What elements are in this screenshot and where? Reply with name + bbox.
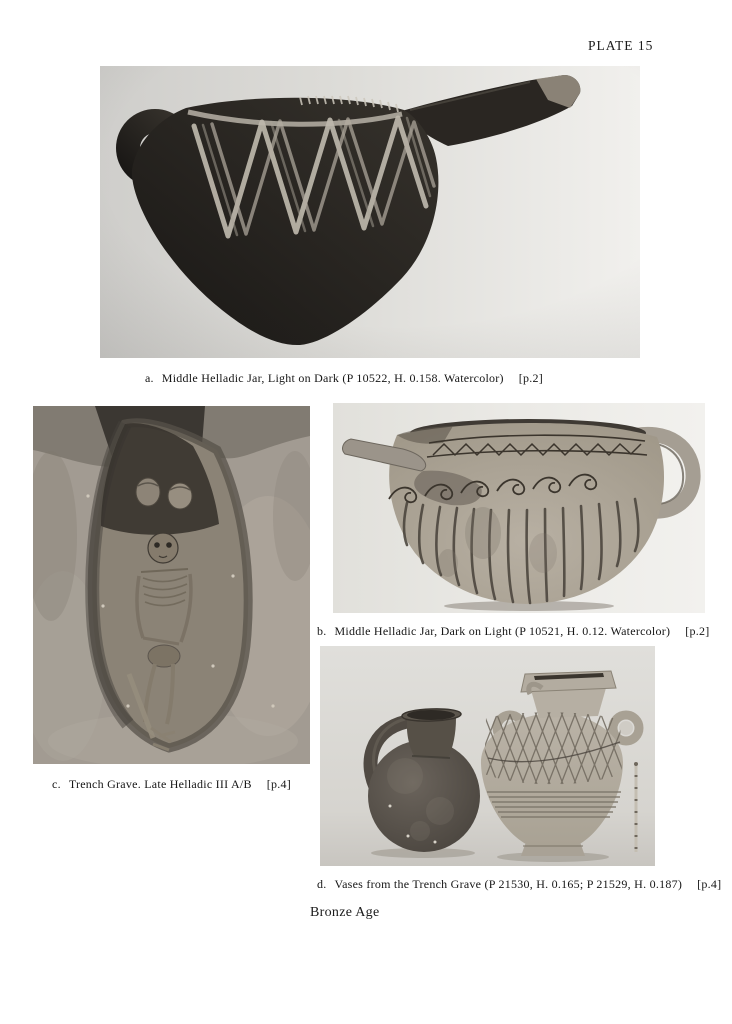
photo-jar-light-on-dark — [100, 66, 640, 358]
figure-d-vases-from-trench-grave — [317, 646, 724, 892]
caption-d-letter: d. — [317, 877, 327, 891]
figure-b-middle-helladic-jar-dark-on-light — [316, 403, 725, 639]
caption-figure-d — [317, 877, 721, 892]
caption-figure-b — [317, 624, 709, 639]
scale-stick — [634, 762, 638, 852]
caption-c-text: Trench Grave. Late Helladic III A/B — [68, 777, 252, 791]
caption-c-letter: c. — [52, 777, 61, 791]
caption-b-letter: b. — [316, 624, 327, 638]
caption-a-pageref: [p.2] — [518, 371, 544, 385]
caption-a-text: Middle Helladic Jar, Light on Dark (P 10522, H. 0.158. Watercolor) — [161, 371, 504, 385]
plate-number-label: PLATE 15 — [588, 38, 654, 53]
figure-a-middle-helladic-jar-light-on-dark — [100, 66, 640, 386]
caption-c-pageref: [p.4] — [266, 777, 291, 791]
caption-figure-c — [52, 777, 291, 792]
photo-trench-grave-vases — [320, 646, 655, 866]
photo-trench-grave — [33, 406, 310, 764]
caption-figure-a — [145, 371, 543, 386]
photo-a-vignette — [100, 66, 640, 358]
photo-jar-dark-on-light — [333, 403, 705, 613]
figure-c-trench-grave — [33, 406, 310, 792]
amphora-neck — [531, 688, 606, 718]
caption-a-letter: a. — [144, 371, 154, 385]
caption-d-pageref: [p.4] — [697, 877, 722, 891]
caption-b-pageref: [p.2] — [685, 624, 710, 638]
caption-d-text: Vases from the Trench Grave (P 21530, H. 0.165; P 21529, H. 0.187) — [334, 877, 683, 891]
period-label: Bronze Age — [310, 905, 380, 920]
caption-b-text: Middle Helladic Jar, Dark on Light (P 10521, H. 0.12. Watercolor) — [334, 624, 671, 638]
skeleton-skull — [148, 533, 178, 563]
